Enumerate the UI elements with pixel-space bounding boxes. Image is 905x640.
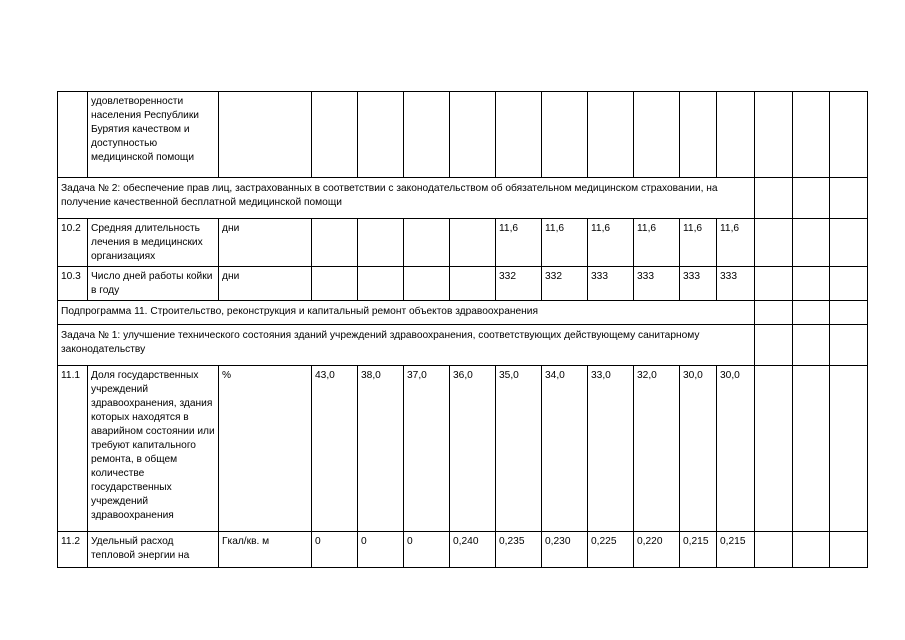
value-cell: 0 bbox=[358, 532, 404, 568]
value-cell: 333 bbox=[588, 267, 634, 301]
table-row bbox=[58, 325, 868, 366]
value-cell: 0 bbox=[404, 532, 450, 568]
extra-cell bbox=[755, 267, 793, 301]
value-cell bbox=[680, 92, 717, 178]
value-cell: 333 bbox=[634, 267, 680, 301]
unit-cell: % bbox=[219, 366, 312, 532]
extra-cell bbox=[830, 325, 868, 366]
value-cell: 0,235 bbox=[496, 532, 542, 568]
extra-cell bbox=[755, 301, 793, 325]
extra-cell bbox=[793, 219, 830, 267]
value-cell bbox=[542, 92, 588, 178]
extra-cell bbox=[830, 92, 868, 178]
value-cell: 30,0 bbox=[680, 366, 717, 532]
table-row bbox=[58, 301, 868, 325]
value-cell bbox=[312, 267, 358, 301]
value-cell: 11,6 bbox=[496, 219, 542, 267]
row-number-cell bbox=[58, 92, 88, 178]
value-cell: 333 bbox=[717, 267, 755, 301]
value-cell bbox=[404, 219, 450, 267]
table-row bbox=[58, 92, 868, 178]
value-cell: 0,220 bbox=[634, 532, 680, 568]
value-cell bbox=[358, 92, 404, 178]
value-cell bbox=[404, 267, 450, 301]
value-cell: 11,6 bbox=[634, 219, 680, 267]
value-cell: 11,6 bbox=[717, 219, 755, 267]
value-cell bbox=[404, 92, 450, 178]
value-cell: 11,6 bbox=[588, 219, 634, 267]
extra-cell bbox=[755, 366, 793, 532]
indicator-name-cell: Удельный расход тепловой энергии на bbox=[88, 532, 219, 568]
value-cell: 33,0 bbox=[588, 366, 634, 532]
indicator-name-cell: Число дней работы койки в году bbox=[88, 267, 219, 301]
row-number-cell: 11.2 bbox=[58, 532, 88, 568]
value-cell: 0,215 bbox=[680, 532, 717, 568]
value-cell bbox=[588, 92, 634, 178]
value-cell: 37,0 bbox=[404, 366, 450, 532]
value-cell: 0,240 bbox=[450, 532, 496, 568]
value-cell: 333 bbox=[680, 267, 717, 301]
value-cell bbox=[358, 219, 404, 267]
value-cell bbox=[634, 92, 680, 178]
unit-cell: дни bbox=[219, 219, 312, 267]
extra-cell bbox=[755, 325, 793, 366]
value-cell: 0,215 bbox=[717, 532, 755, 568]
table-row bbox=[58, 267, 868, 301]
extra-cell bbox=[793, 267, 830, 301]
extra-cell bbox=[830, 532, 868, 568]
table-row bbox=[58, 366, 868, 532]
table-row bbox=[58, 219, 868, 267]
extra-cell bbox=[755, 178, 793, 219]
extra-cell bbox=[755, 92, 793, 178]
value-cell: 332 bbox=[496, 267, 542, 301]
indicator-name-cell: Средняя длительность лечения в медицинских организациях bbox=[88, 219, 219, 267]
unit-cell: дни bbox=[219, 267, 312, 301]
table-row bbox=[58, 178, 868, 219]
row-number-cell: 10.3 bbox=[58, 267, 88, 301]
value-cell bbox=[312, 219, 358, 267]
value-cell: 0,225 bbox=[588, 532, 634, 568]
extra-cell bbox=[793, 92, 830, 178]
value-cell bbox=[496, 92, 542, 178]
extra-cell bbox=[793, 178, 830, 219]
task-heading-cell: Задача № 2: обеспечение прав лиц, застрахованных в соответствии с законодательством об обязательном медицинском страховании, на получение качественной бесплатной медицинской помощи bbox=[58, 178, 755, 219]
value-cell: 38,0 bbox=[358, 366, 404, 532]
value-cell bbox=[450, 267, 496, 301]
value-cell bbox=[358, 267, 404, 301]
value-cell: 43,0 bbox=[312, 366, 358, 532]
value-cell: 0,230 bbox=[542, 532, 588, 568]
value-cell: 332 bbox=[542, 267, 588, 301]
value-cell: 11,6 bbox=[680, 219, 717, 267]
row-number-cell: 11.1 bbox=[58, 366, 88, 532]
value-cell: 35,0 bbox=[496, 366, 542, 532]
value-cell bbox=[450, 219, 496, 267]
value-cell: 11,6 bbox=[542, 219, 588, 267]
extra-cell bbox=[793, 366, 830, 532]
extra-cell bbox=[793, 532, 830, 568]
indicator-name-cell: удовлетворенности населения Республики Бурятия качеством и доступностью медицинской помощи bbox=[88, 92, 219, 178]
extra-cell bbox=[830, 301, 868, 325]
table-row bbox=[58, 532, 868, 568]
value-cell bbox=[717, 92, 755, 178]
indicators-table bbox=[57, 91, 868, 568]
value-cell bbox=[450, 92, 496, 178]
subprogram-heading-cell: Подпрограмма 11. Строительство, реконструкция и капитальный ремонт объектов здравоохранения bbox=[58, 301, 755, 325]
extra-cell bbox=[830, 366, 868, 532]
value-cell bbox=[312, 92, 358, 178]
value-cell: 32,0 bbox=[634, 366, 680, 532]
unit-cell: Гкал/кв. м bbox=[219, 532, 312, 568]
value-cell: 30,0 bbox=[717, 366, 755, 532]
extra-cell bbox=[755, 219, 793, 267]
extra-cell bbox=[830, 267, 868, 301]
extra-cell bbox=[830, 219, 868, 267]
value-cell: 0 bbox=[312, 532, 358, 568]
indicator-name-cell: Доля государственных учреждений здравоохранения, здания которых находятся в аварийном состоянии или требуют капитального ремонта, в общем количестве государственных учреждений здравоохранения bbox=[88, 366, 219, 532]
extra-cell bbox=[793, 325, 830, 366]
extra-cell bbox=[755, 532, 793, 568]
value-cell: 36,0 bbox=[450, 366, 496, 532]
extra-cell bbox=[793, 301, 830, 325]
value-cell: 34,0 bbox=[542, 366, 588, 532]
extra-cell bbox=[830, 178, 868, 219]
task-heading-cell: Задача № 1: улучшение технического состояния зданий учреждений здравоохранения, соответствующих действующему санитарному законодательству bbox=[58, 325, 755, 366]
unit-cell bbox=[219, 92, 312, 178]
row-number-cell: 10.2 bbox=[58, 219, 88, 267]
